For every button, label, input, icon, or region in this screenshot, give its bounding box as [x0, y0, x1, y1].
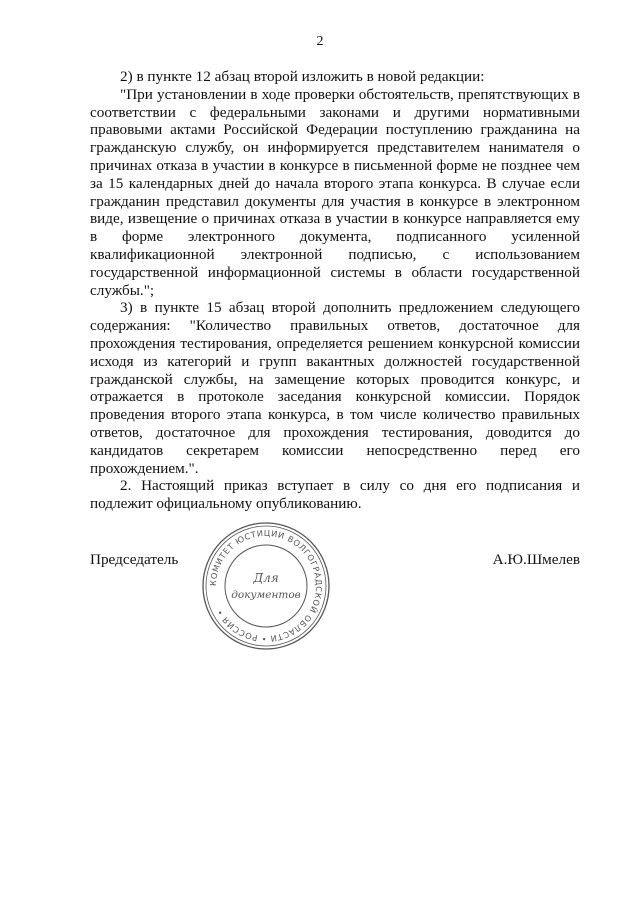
paragraph-quote-12: "При установлении в ходе проверки обстоятельств, препятствующих в соответствии с федеральными законами и другими нормативными правовыми актами Российской Федерации поступлению гражданина на гражданскую службу, он информируется представителем нанимателя о причинах отказа в участии в конкурсе в письменной форме не позднее чем за 15 календарных дней до начала второго этапа конкурса. В случае если гражданин представил документы для участия в конкурсе в электронном виде, извещение о причинах отказа в участии в конкурсе направляется ему в форме электронного документа, подписанного усиленной квалификационной электронной подписью, с использованием государственной информационной системы в области государственной службы.";	[90, 85, 580, 299]
stamp-seal-icon	[200, 520, 332, 652]
signer-position: Председатель	[90, 551, 179, 568]
official-stamp	[200, 520, 332, 652]
stamp-inner-line1: Для	[253, 571, 279, 585]
document-body	[90, 68, 580, 513]
stamp-outer-text: КОМИТЕТ ЮСТИЦИИ ВОЛГОГРАДСКОЙ ОБЛАСТИ • РОССИЯ •	[207, 527, 325, 645]
paragraph-item-3: 3) в пункте 15 абзац второй дополнить предложением следующего содержания: "Количество правильных ответов, достаточное для прохождения тестирования, определяется решением конкурсной комиссии исходя из категорий и групп вакантных должностей государственной гражданской службы, на замещение которых проводится конкурс, и отражается в протоколе заседания конкурсной комиссии. Порядок проведения второго этапа конкурса, в том числе количество правильных ответов, достаточное для прохождения тестирования, доводится до кандидатов секретарем комиссии непосредственно перед его прохождением.".	[90, 299, 580, 477]
paragraph-effective-date: 2. Настоящий приказ вступает в силу со дня его подписания и подлежит официальному опубликованию.	[90, 477, 580, 513]
signer-name: А.Ю.Шмелев	[492, 551, 580, 568]
stamp-inner-line2: документов	[231, 589, 301, 601]
page-number: 2	[316, 34, 324, 49]
paragraph-item-2: 2) в пункте 12 абзац второй изложить в новой редакции:	[120, 68, 485, 85]
